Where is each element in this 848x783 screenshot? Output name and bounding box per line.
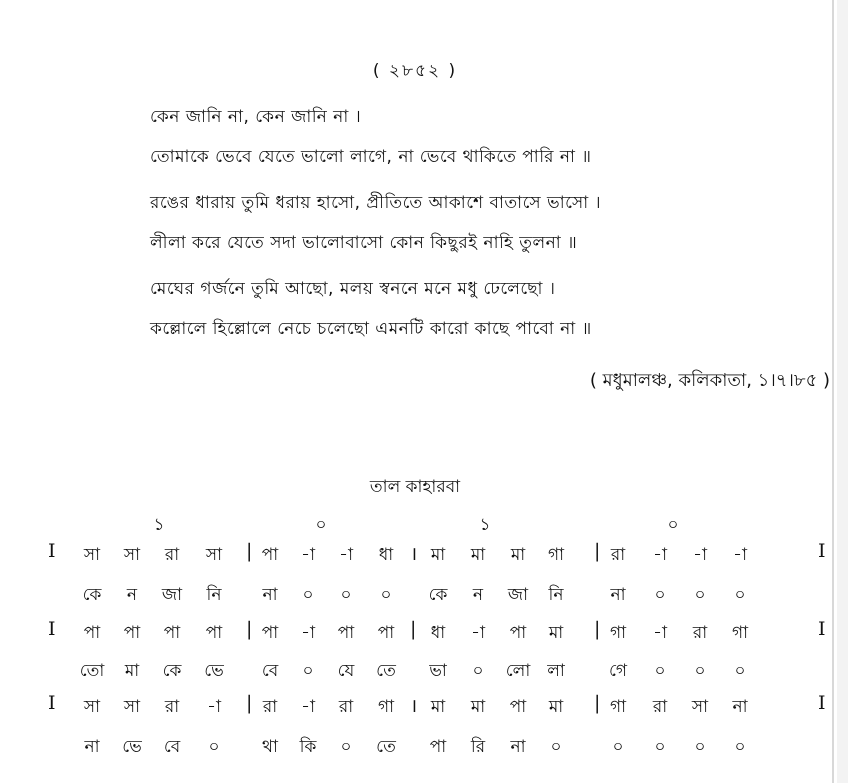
row-end-barline: I bbox=[818, 540, 826, 562]
lyric-syllable: রি bbox=[470, 737, 486, 757]
lyric-line-4: লীলা করে যেতে সদা ভালোবাসো কোন কিছুরই নাহি তুলনা ॥ bbox=[150, 233, 578, 253]
lyric-syllable: কি bbox=[299, 737, 317, 757]
swara-note: পা bbox=[509, 697, 527, 717]
lyric-line-5: মেঘের গর্জনে তুমি আছো, মলয় স্বননে মনে মধু ঢেলেছো । bbox=[150, 279, 556, 299]
lyric-syllable: তো bbox=[79, 661, 105, 681]
swara-note: পা bbox=[509, 623, 527, 643]
barline: | bbox=[246, 618, 253, 640]
lyric-syllable: কে bbox=[162, 661, 182, 681]
swara-note: পা bbox=[205, 623, 223, 643]
lyric-syllable: জা bbox=[507, 585, 529, 605]
row-start-barline: I bbox=[48, 618, 56, 640]
lyric-syllable: ০ bbox=[734, 585, 746, 605]
swara-note: পা bbox=[123, 623, 141, 643]
swara-note: সা bbox=[691, 697, 709, 717]
lyric-syllable: বে bbox=[163, 737, 181, 757]
swara-note: পা bbox=[261, 545, 279, 565]
swara-note: রা bbox=[338, 697, 354, 717]
swara-note: মা bbox=[548, 697, 564, 717]
lyric-syllable: ভা bbox=[429, 661, 447, 681]
row-end-barline: I bbox=[818, 692, 826, 714]
page-margin bbox=[837, 0, 848, 783]
beat-marker-4: ০ bbox=[667, 515, 679, 535]
lyric-syllable: কে bbox=[428, 585, 448, 605]
lyric-syllable: না bbox=[262, 585, 278, 605]
lyric-syllable: ০ bbox=[302, 585, 314, 605]
swara-note: মা bbox=[470, 697, 486, 717]
lyric-syllable: কে bbox=[82, 585, 102, 605]
barline: । bbox=[410, 543, 418, 565]
beat-marker-2: ০ bbox=[315, 515, 327, 535]
row-start-barline: I bbox=[48, 692, 56, 714]
swara-note: সা bbox=[123, 545, 141, 565]
swara-note: মা bbox=[548, 623, 564, 643]
swara-note: -া bbox=[339, 545, 353, 565]
swara-note: ধা bbox=[430, 623, 446, 643]
barline: | bbox=[246, 692, 253, 714]
lyric-syllable: ০ bbox=[380, 585, 392, 605]
swara-note: গা bbox=[609, 697, 627, 717]
lyric-line-3: রঙের ধারায় তুমি ধরায় হাসো, প্রীতিতে আকাশে বাতাসে ভাসো । bbox=[150, 193, 602, 213]
swara-note: মা bbox=[430, 697, 446, 717]
swara-note: -া bbox=[301, 623, 315, 643]
swara-note: রা bbox=[692, 623, 708, 643]
barline: । bbox=[410, 695, 418, 717]
lyric-syllable: ০ bbox=[734, 737, 746, 757]
swara-note: গা bbox=[609, 623, 627, 643]
swara-note: -া bbox=[653, 623, 667, 643]
lyric-syllable: ০ bbox=[734, 661, 746, 681]
lyric-syllable: না bbox=[84, 737, 100, 757]
swara-note: মা bbox=[430, 545, 446, 565]
swara-note: রা bbox=[610, 545, 626, 565]
beat-marker-1: ১ bbox=[153, 515, 165, 535]
lyric-syllable: না bbox=[510, 737, 526, 757]
swara-note: -া bbox=[693, 545, 707, 565]
swara-note: -া bbox=[301, 697, 315, 717]
tala-heading: তাল কাহারবা bbox=[369, 477, 461, 497]
lyric-syllable: মা bbox=[124, 661, 140, 681]
lyric-syllable: ০ bbox=[694, 585, 706, 605]
lyric-syllable: ০ bbox=[612, 737, 624, 757]
swara-note: ধা bbox=[378, 545, 394, 565]
lyric-syllable: ০ bbox=[654, 585, 666, 605]
lyric-syllable: লা bbox=[547, 661, 565, 681]
lyric-syllable: ০ bbox=[654, 737, 666, 757]
lyric-syllable: লো bbox=[505, 661, 531, 681]
lyric-syllable: ন bbox=[126, 585, 138, 605]
swara-note: -া bbox=[733, 545, 747, 565]
lyric-syllable: ০ bbox=[302, 661, 314, 681]
lyric-syllable: ০ bbox=[694, 661, 706, 681]
swara-note: সা bbox=[83, 697, 101, 717]
swara-note: গা bbox=[731, 623, 749, 643]
barline: | bbox=[594, 618, 601, 640]
song-number: ( ২৮৫২ ) bbox=[372, 61, 458, 81]
swara-note: সা bbox=[205, 545, 223, 565]
page-edge-line bbox=[832, 0, 834, 783]
barline: | bbox=[594, 540, 601, 562]
lyric-syllable: ০ bbox=[340, 737, 352, 757]
swara-note: গা bbox=[547, 545, 565, 565]
lyric-syllable: নি bbox=[548, 585, 564, 605]
lyric-syllable: যে bbox=[337, 661, 355, 681]
lyric-syllable: থা bbox=[262, 737, 278, 757]
swara-note: পা bbox=[377, 623, 395, 643]
lyric-syllable: ০ bbox=[472, 661, 484, 681]
lyric-syllable: ০ bbox=[694, 737, 706, 757]
source-citation: ( মধুমালঞ্চ, কলিকাতা, ১।৭।৮৫ ) bbox=[589, 370, 830, 391]
barline: | bbox=[410, 618, 417, 640]
lyric-syllable: না bbox=[610, 585, 626, 605]
swara-note: রা bbox=[164, 545, 180, 565]
row-start-barline: I bbox=[48, 540, 56, 562]
swara-note: পা bbox=[337, 623, 355, 643]
swara-note: পা bbox=[83, 623, 101, 643]
row-end-barline: I bbox=[818, 618, 826, 640]
beat-marker-3: ১ bbox=[479, 515, 491, 535]
swara-note: সা bbox=[83, 545, 101, 565]
barline: | bbox=[246, 540, 253, 562]
swara-note: পা bbox=[163, 623, 181, 643]
lyric-line-6: কল্লোলে হিল্লোলে নেচে চলেছো এমনটি কারো কাছে পাবো না ॥ bbox=[150, 319, 592, 339]
swara-note: -া bbox=[301, 545, 315, 565]
swara-note: মা bbox=[510, 545, 526, 565]
lyric-line-2: তোমাকে ভেবে যেতে ভালো লাগে, না ভেবে থাকিতে পারি না ॥ bbox=[150, 147, 592, 167]
swara-note: রা bbox=[164, 697, 180, 717]
swara-note: রা bbox=[262, 697, 278, 717]
swara-note: পা bbox=[261, 623, 279, 643]
swara-note: -া bbox=[471, 623, 485, 643]
lyric-syllable: ০ bbox=[340, 585, 352, 605]
lyric-syllable: ন bbox=[472, 585, 484, 605]
swara-note: মা bbox=[470, 545, 486, 565]
swara-note: -া bbox=[207, 697, 221, 717]
lyric-syllable: জা bbox=[161, 585, 183, 605]
lyric-syllable: নি bbox=[206, 585, 222, 605]
lyric-syllable: ০ bbox=[208, 737, 220, 757]
swara-note: -া bbox=[653, 545, 667, 565]
lyric-syllable: ভে bbox=[122, 737, 142, 757]
swara-note: গা bbox=[377, 697, 395, 717]
swara-note: রা bbox=[652, 697, 668, 717]
lyric-line-1: কেন জানি না, কেন জানি না । bbox=[150, 107, 362, 127]
lyric-syllable: ০ bbox=[550, 737, 562, 757]
lyric-syllable: তে bbox=[376, 737, 396, 757]
lyric-syllable: ০ bbox=[654, 661, 666, 681]
barline: | bbox=[594, 692, 601, 714]
lyric-syllable: তে bbox=[376, 661, 396, 681]
lyric-syllable: বে bbox=[261, 661, 279, 681]
lyric-syllable: পা bbox=[429, 737, 447, 757]
swara-note: সা bbox=[123, 697, 141, 717]
lyric-syllable: গে bbox=[608, 661, 628, 681]
swara-note: না bbox=[732, 697, 748, 717]
lyric-syllable: ভে bbox=[204, 661, 224, 681]
